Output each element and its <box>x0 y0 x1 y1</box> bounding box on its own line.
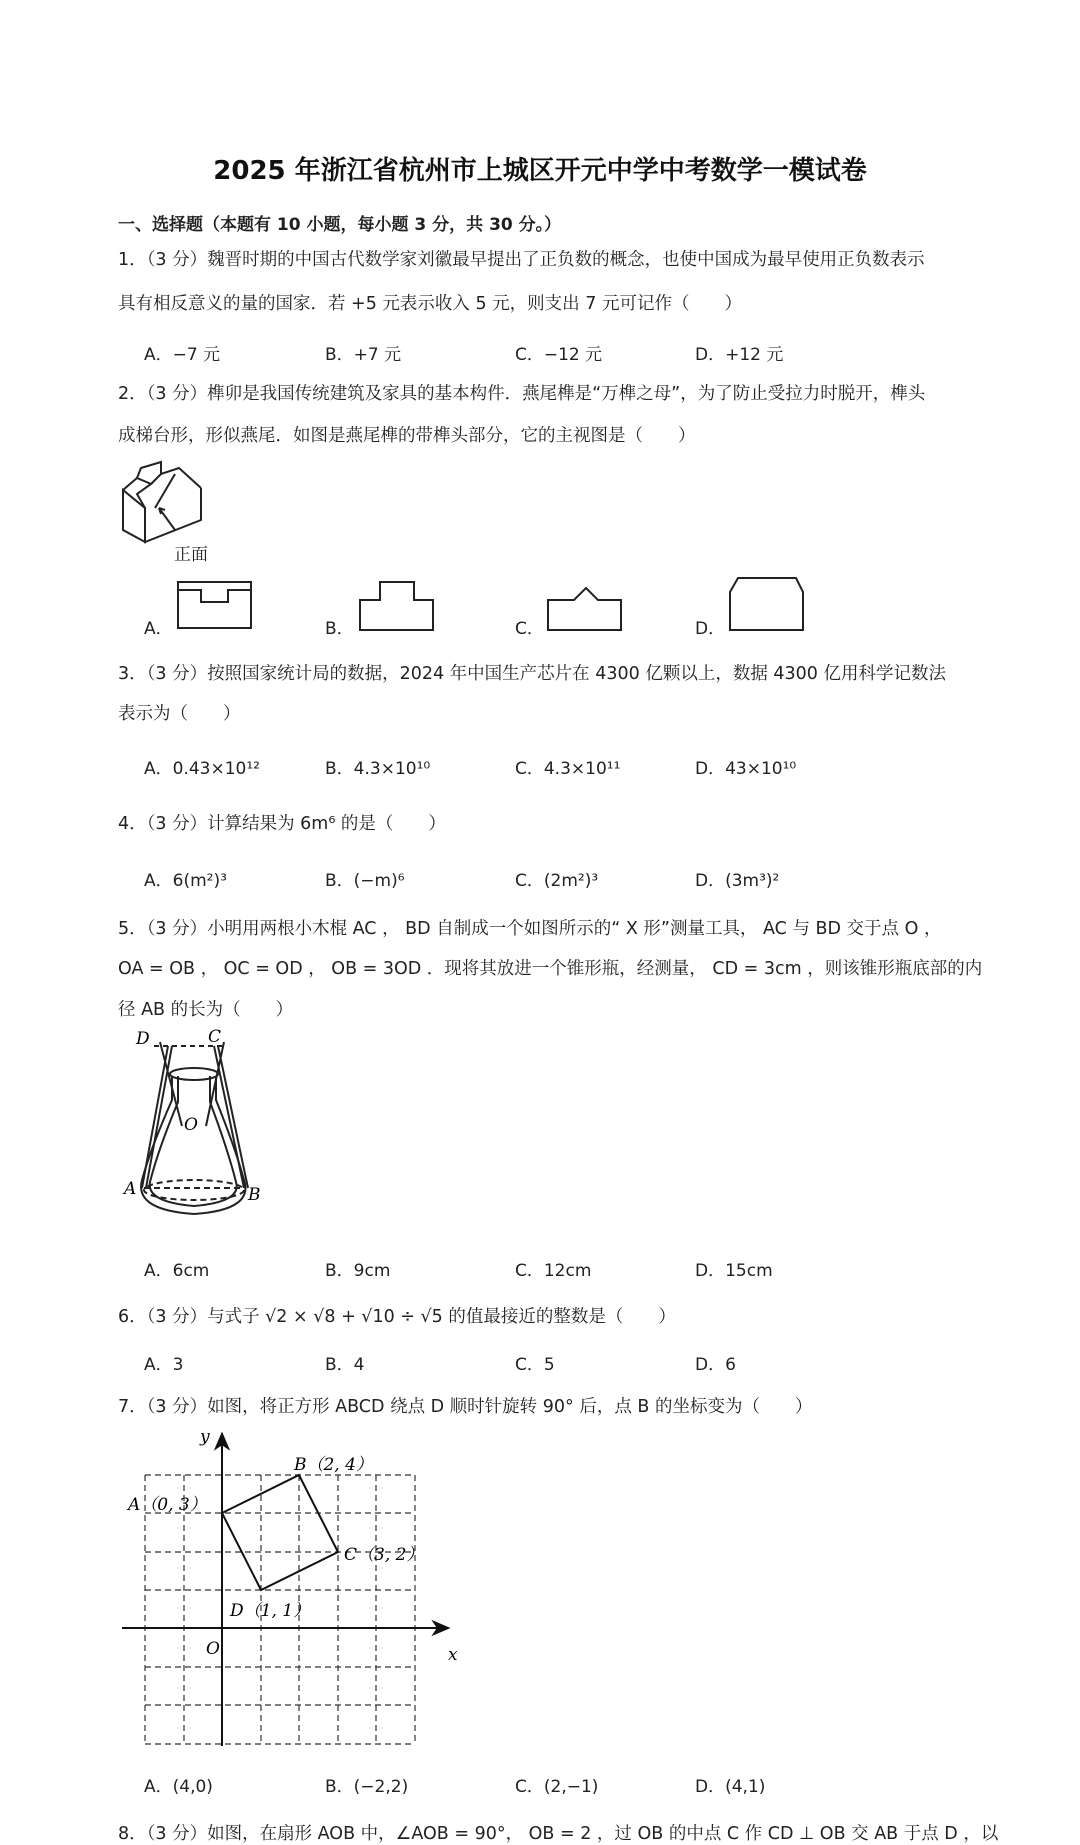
origin-label: O <box>206 1639 220 1659</box>
q6-option-a[interactable]: A．3 <box>144 1355 184 1375</box>
q7-option-a[interactable]: A．(4,0) <box>144 1777 213 1797</box>
point-label-c: C（3, 2） <box>344 1545 424 1565</box>
q2-option-d[interactable]: D． <box>695 619 726 639</box>
q2-option-c[interactable]: C． <box>515 619 544 639</box>
q2-option-b-shape <box>358 578 438 633</box>
point-label-b: B（2, 4） <box>294 1455 373 1475</box>
q6-option-d[interactable]: D．6 <box>695 1355 736 1375</box>
q3-option-c[interactable]: C．4.3×10¹¹ <box>515 759 621 779</box>
q6-text-line1: 6．（3 分）与式子 √2 × √8 + √10 ÷ √5 的值最接近的整数是（ ） <box>118 1307 676 1327</box>
q1-option-d[interactable]: D．+12 元 <box>695 345 784 365</box>
q7-option-c[interactable]: C．(2,−1) <box>515 1777 599 1797</box>
point-label-d: D <box>136 1029 150 1049</box>
q7-option-b[interactable]: B．(−2,2) <box>325 1777 409 1797</box>
x-axis-label: x <box>448 1645 458 1665</box>
q7-text-line1: 7．（3 分）如图，将正方形 ABCD 绕点 D 顺时针旋转 90° 后，点 B 的坐标变为（ ） <box>118 1397 813 1417</box>
page-title: 2025 年浙江省杭州市上城区开元中学中考数学一模试卷 <box>213 156 867 186</box>
q5-option-b[interactable]: B．9cm <box>325 1261 391 1281</box>
point-label-b: B <box>248 1185 261 1205</box>
q3-option-a[interactable]: A．0.43×10¹² <box>144 759 260 779</box>
q1-text-line2: 具有相反意义的量的国家．若 +5 元表示收入 5 元，则支出 7 元可记作（ ） <box>118 294 742 314</box>
y-axis-label: y <box>200 1427 210 1447</box>
q2-option-a[interactable]: A． <box>144 619 173 639</box>
q5-text-line1: 5．（3 分）小明用两根小木棍 AC ， BD 自制成一个如图所示的“ X 形”测量工具， AC 与 BD 交于点 O ， <box>118 919 942 939</box>
q6-option-c[interactable]: C．5 <box>515 1355 555 1375</box>
q3-text-line1: 3．（3 分）按照国家统计局的数据，2024 年中国生产芯片在 4300 亿颗以上，数据 4300 亿用科学记数法 <box>118 664 947 684</box>
q7-option-d[interactable]: D．(4,1) <box>695 1777 766 1797</box>
q5-option-d[interactable]: D．15cm <box>695 1261 773 1281</box>
point-label-d: D（1, 1） <box>230 1601 311 1621</box>
point-label-a: A（0, 3） <box>128 1495 207 1515</box>
q2-option-c-shape <box>546 580 626 632</box>
point-label-c: C <box>208 1027 222 1047</box>
section-heading: 一、选择题（本题有 10 小题，每小题 3 分，共 30 分。） <box>118 215 562 235</box>
q1-option-b[interactable]: B．+7 元 <box>325 345 402 365</box>
q6-option-b[interactable]: B．4 <box>325 1355 365 1375</box>
point-label-a: A <box>124 1179 137 1199</box>
q3-option-d[interactable]: D．43×10¹⁰ <box>695 759 797 779</box>
point-label-o: O <box>184 1115 198 1135</box>
q4-option-b[interactable]: B．(−m)⁶ <box>325 871 405 891</box>
q1-text-line1: 1．（3 分）魏晋时期的中国古代数学家刘徽最早提出了正负数的概念，也使中国成为最早使用正负数表示 <box>118 250 925 270</box>
coordinate-grid-figure <box>118 1420 458 1750</box>
q3-text-line2: 表示为（ ） <box>118 704 241 724</box>
q1-option-a[interactable]: A．−7 元 <box>144 345 221 365</box>
flask-figure <box>120 1027 280 1230</box>
q2-option-d-shape <box>728 574 808 632</box>
q4-option-d[interactable]: D．(3m³)² <box>695 871 780 891</box>
q8-text-partial: 8．（3 分）如图，在扇形 AOB 中，∠AOB = 90°， OB = 2 ，过 OB 的中点 C 作 CD ⊥ OB 交 AB 于点 D ，以 <box>118 1824 999 1844</box>
q2-option-b[interactable]: B． <box>325 619 354 639</box>
q5-option-c[interactable]: C．12cm <box>515 1261 592 1281</box>
q5-text-line3: 径 AB 的长为（ ） <box>118 1000 294 1020</box>
q4-text-line1: 4．（3 分）计算结果为 6m⁶ 的是（ ） <box>118 814 446 834</box>
q4-option-c[interactable]: C．(2m²)³ <box>515 871 599 891</box>
q2-option-a-shape <box>176 580 256 632</box>
q1-option-c[interactable]: C．−12 元 <box>515 345 603 365</box>
q3-option-b[interactable]: B．4.3×10¹⁰ <box>325 759 431 779</box>
q2-text-line2: 成梯台形，形似燕尾．如图是燕尾榫的带榫头部分，它的主视图是（ ） <box>118 426 696 446</box>
front-view-label: 正面 <box>174 545 208 565</box>
q4-option-a[interactable]: A．6(m²)³ <box>144 871 227 891</box>
q5-option-a[interactable]: A．6cm <box>144 1261 210 1281</box>
q2-text-line1: 2．（3 分）榫卯是我国传统建筑及家具的基本构件．燕尾榫是“万榫之母”，为了防止受拉力时脱开，榫头 <box>118 384 926 404</box>
q5-text-line2: OA = OB ， OC = OD ， OB = 3OD ．现将其放进一个锥形瓶，经测量， CD = 3cm ，则该锥形瓶底部的内 <box>118 959 983 979</box>
